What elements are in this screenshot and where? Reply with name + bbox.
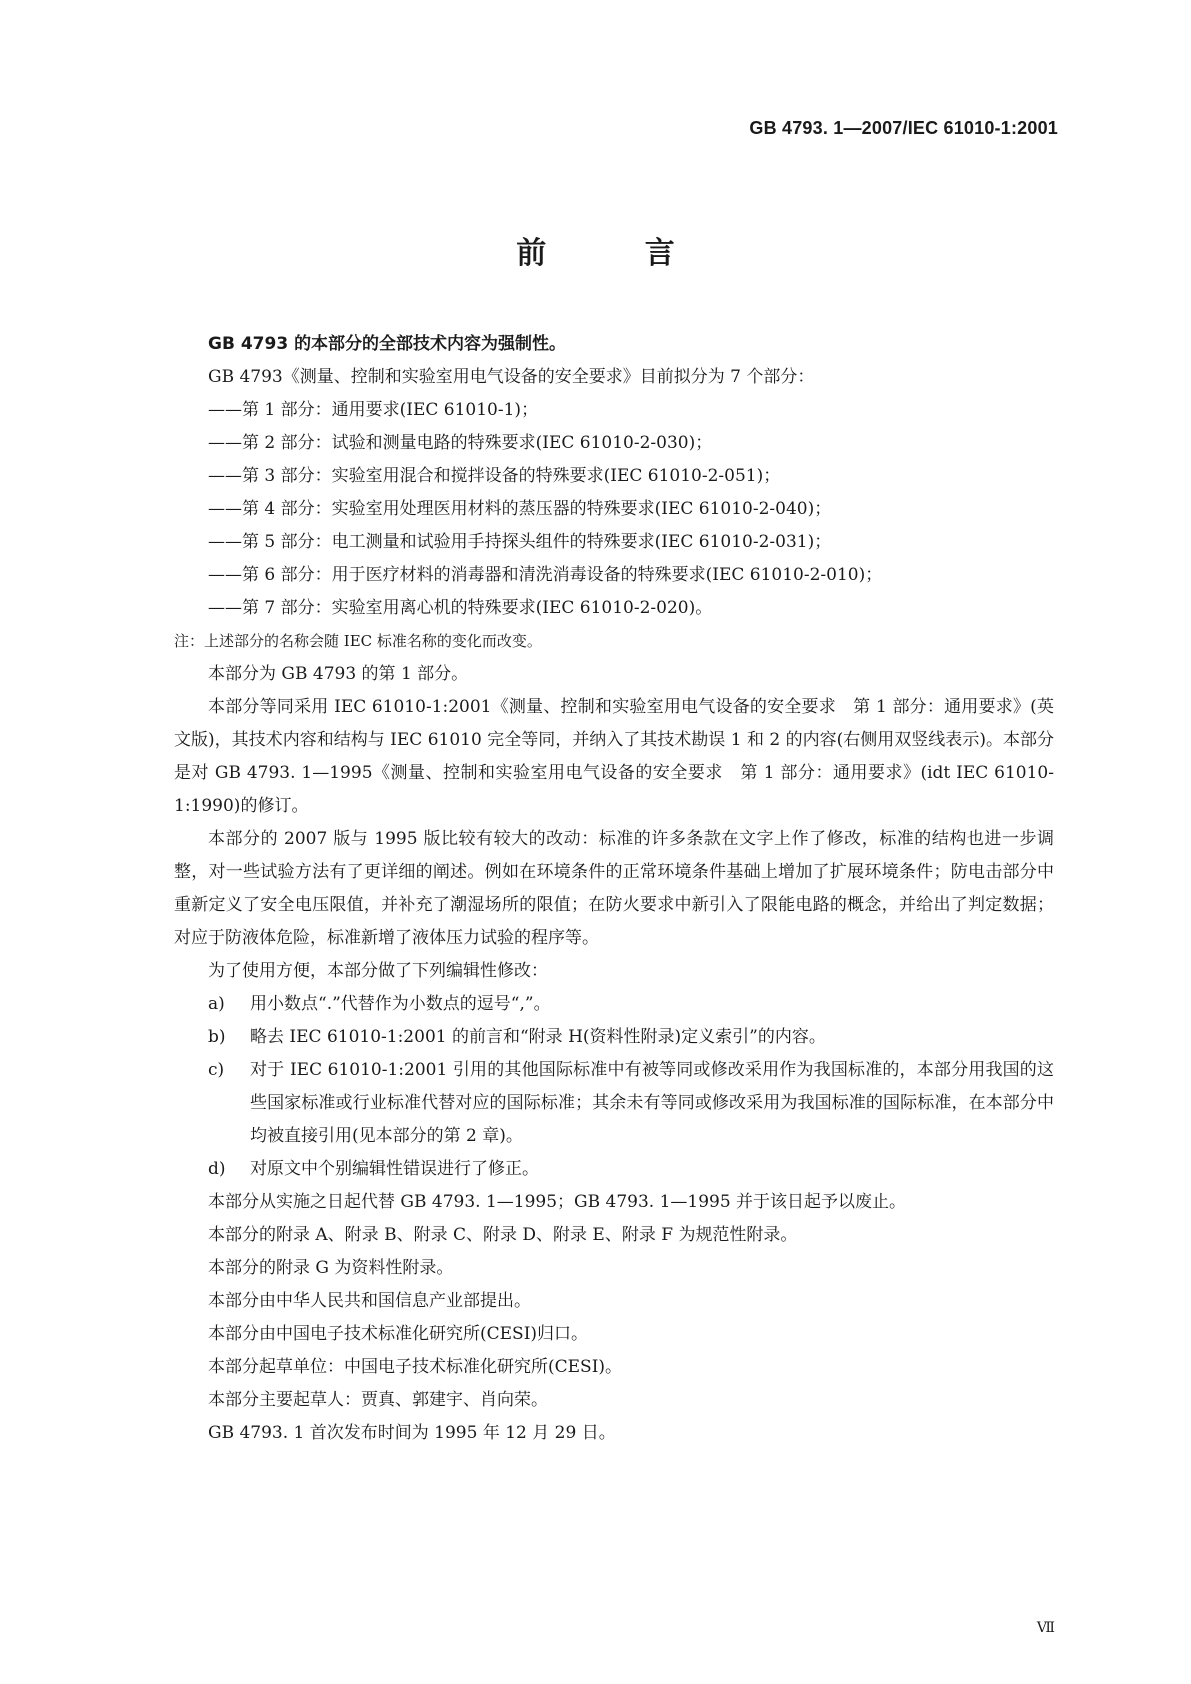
edit-item-label: c) <box>208 1060 225 1080</box>
part-item: ——第 1 部分：通用要求(IEC 61010-1)； <box>208 400 539 420</box>
closing-line: 本部分起草单位：中国电子技术标准化研究所(CESI)。 <box>208 1357 623 1377</box>
closing-line: 本部分从实施之日起代替 GB 4793. 1—1995；GB 4793. 1—1995 并于该日起予以废止。 <box>208 1192 907 1212</box>
parts-intro: GB 4793《测量、控制和实验室用电气设备的安全要求》目前拟分为 7 个部分： <box>208 367 815 387</box>
mandatory-statement: GB 4793 的本部分的全部技术内容为强制性。 <box>208 334 567 354</box>
page-title: 前 言 <box>516 236 719 271</box>
closing-line: 本部分的附录 A、附录 B、附录 C、附录 D、附录 E、附录 F 为规范性附录。 <box>208 1225 798 1245</box>
edit-item <box>174 1054 1054 1153</box>
part-item: ——第 3 部分：实验室用混合和搅拌设备的特殊要求(IEC 61010-2-051)； <box>208 466 781 486</box>
page-number: Ⅶ <box>1036 1620 1055 1636</box>
closing-line: 本部分主要起草人：贾真、郭建宇、肖向荣。 <box>208 1390 548 1410</box>
edit-item <box>174 988 1054 1021</box>
edit-item-label: a) <box>208 994 225 1014</box>
closing-line: 本部分的附录 G 为资料性附录。 <box>208 1258 454 1278</box>
edit-item-text: 略去 IEC 61010-1:2001 的前言和“附录 H(资料性附录)定义索引”的内容。 <box>250 1027 826 1047</box>
document-header-code: GB 4793. 1—2007/IEC 61010-1:2001 <box>749 118 1058 138</box>
closing-line: 本部分由中华人民共和国信息产业部提出。 <box>208 1291 531 1311</box>
edit-item-label: b) <box>208 1027 226 1047</box>
foreword-body <box>174 328 1054 1450</box>
first-part-statement: 本部分为 GB 4793 的第 1 部分。 <box>208 664 469 684</box>
edits-intro: 为了使用方便，本部分做了下列编辑性修改： <box>208 961 548 981</box>
edit-item-text: 对于 IEC 61010-1:2001 引用的其他国际标准中有被等同或修改采用作为我国标准的，本部分用我国的这些国家标准或行业标准代替对应的国际标准；其余未有等同或修改采用为我国标准的国际标准，在本部分中均被直接引用(见本部分的第 2 章)。 <box>250 1060 1054 1146</box>
part-item: ——第 2 部分：试验和测量电路的特殊要求(IEC 61010-2-030)； <box>208 433 713 453</box>
equivalence-paragraph: 本部分等同采用 IEC 61010-1:2001《测量、控制和实验室用电气设备的安全要求 第 1 部分：通用要求》(英文版)，其技术内容和结构与 IEC 61010 完全等同，并纳入了其技术勘误 1 和 2 的内容(右侧用双竖线表示)。本部分是对 GB 4793. 1—1995《测量、控制和实验室用电气设备的安全要求 第 1 部分：通用要求》(idt IEC 61010-1:1990)的修订。 <box>174 697 1054 816</box>
edit-item-label: d) <box>208 1159 226 1179</box>
closing-line: GB 4793. 1 首次发布时间为 1995 年 12 月 29 日。 <box>208 1423 616 1443</box>
part-item: ——第 7 部分：实验室用离心机的特殊要求(IEC 61010-2-020)。 <box>208 598 713 618</box>
note: 注：上述部分的名称会随 IEC 标准名称的变化而改变。 <box>174 632 542 650</box>
edit-item-text: 对原文中个别编辑性错误进行了修正。 <box>250 1159 539 1179</box>
part-item: ——第 6 部分：用于医疗材料的消毒器和清洗消毒设备的特殊要求(IEC 61010-2-010)； <box>208 565 883 585</box>
part-item: ——第 4 部分：实验室用处理医用材料的蒸压器的特殊要求(IEC 61010-2-040)； <box>208 499 832 519</box>
edit-item <box>174 1021 1054 1054</box>
edit-item <box>174 1153 1054 1186</box>
part-item: ——第 5 部分：电工测量和试验用手持探头组件的特殊要求(IEC 61010-2-031)； <box>208 532 832 552</box>
edit-item-text: 用小数点“.”代替作为小数点的逗号“,”。 <box>250 994 551 1014</box>
changes-paragraph: 本部分的 2007 版与 1995 版比较有较大的改动：标准的许多条款在文字上作了修改，标准的结构也进一步调整，对一些试验方法有了更详细的阐述。例如在环境条件的正常环境条件基础上增加了扩展环境条件；防电击部分中重新定义了安全电压限值，并补充了潮湿场所的限值；在防火要求中新引入了限能电路的概念，并给出了判定数据；对应于防液体危险，标准新增了液体压力试验的程序等。 <box>174 829 1055 948</box>
closing-line: 本部分由中国电子技术标准化研究所(CESI)归口。 <box>208 1324 589 1344</box>
